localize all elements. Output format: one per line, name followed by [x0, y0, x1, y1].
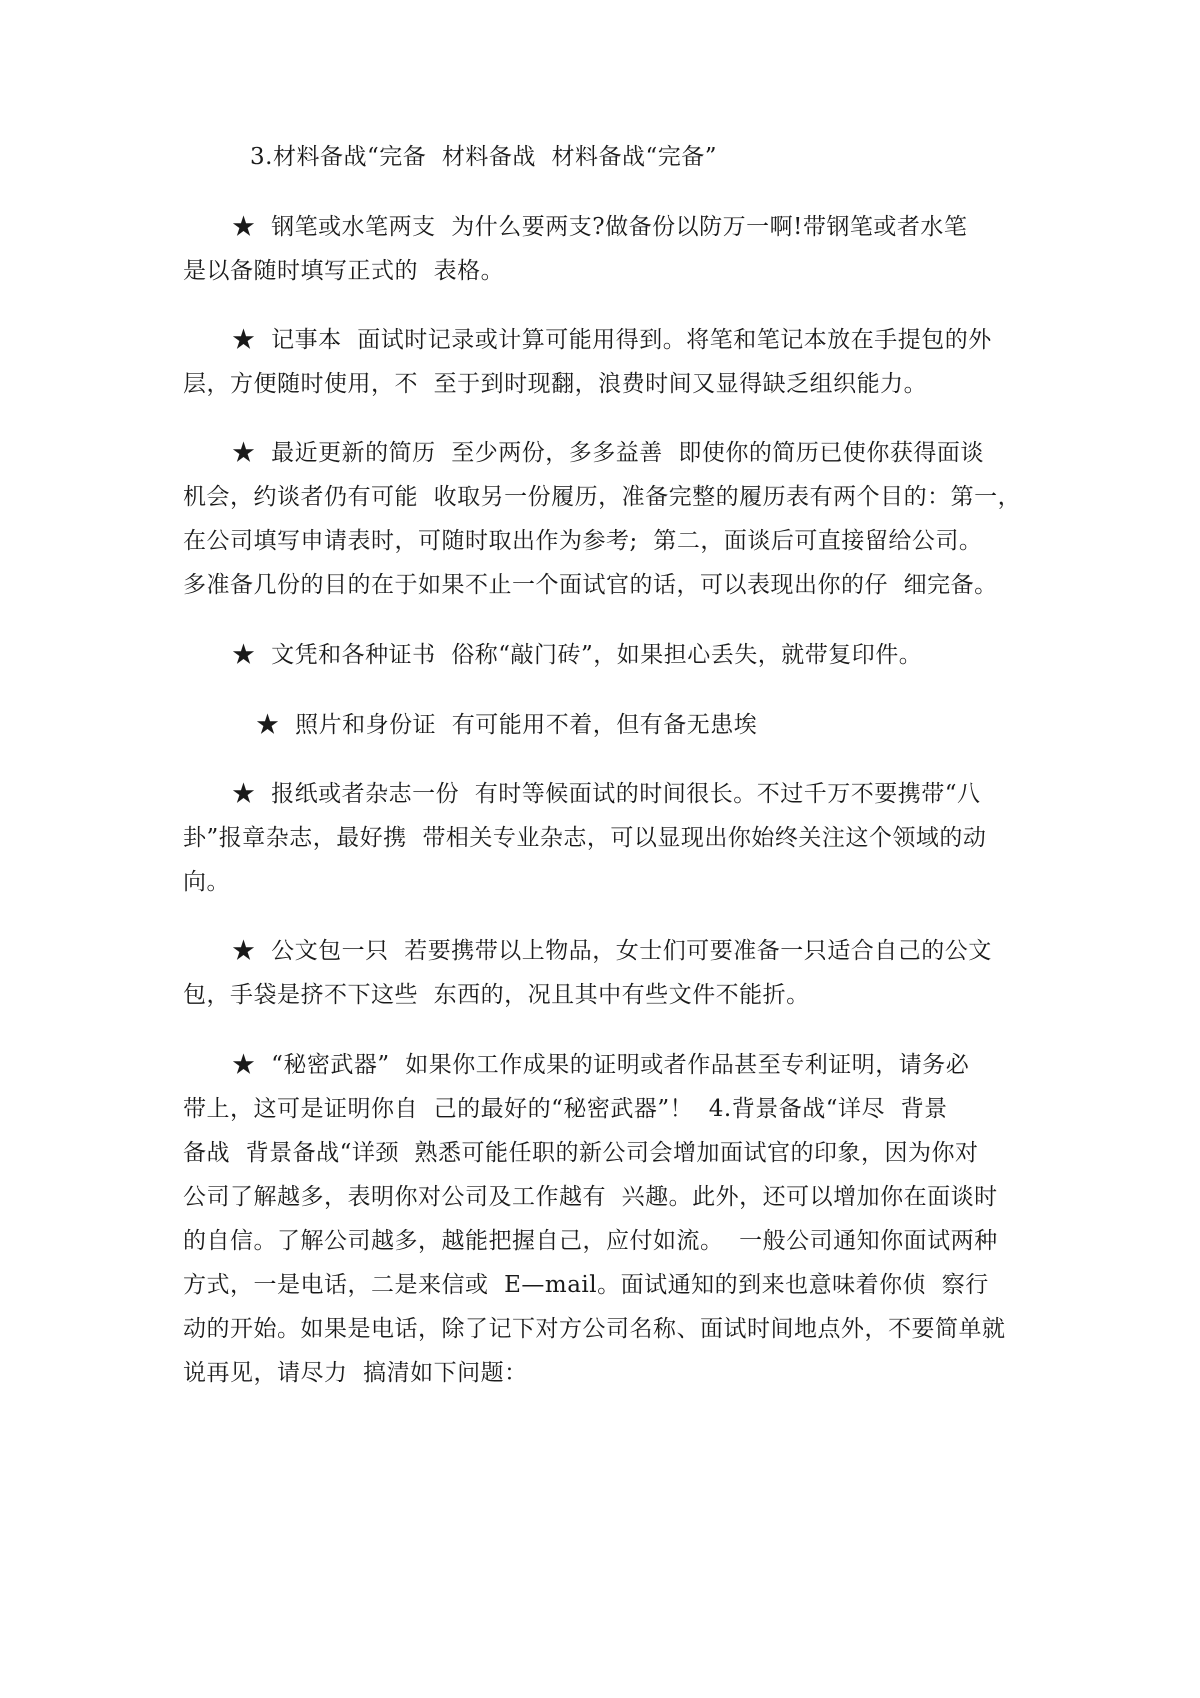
paragraph-line: ★ 文凭和各种证书 俗称“敲门砖”，如果担心丢失，就带复印件。 [232, 642, 923, 668]
paragraph-line: 说再见，请尽力 搞清如下问题： [183, 1360, 528, 1386]
paragraph-line: 公司了解越多，表明你对公司及工作越有 兴趣。此外，还可以增加你在面谈时 [183, 1184, 998, 1210]
paragraph-line: 方式，一是电话，二是来信或 E—mail。面试通知的到来也意味着你侦 察行 [183, 1272, 989, 1298]
paragraph-line: ★ 记事本 面试时记录或计算可能用得到。将笔和笔记本放在手提包的外 [232, 327, 992, 353]
paragraph-line: ★ 照片和身份证 有可能用不着，但有备无患埃 [256, 712, 758, 738]
paragraph-line: 卦”报章杂志，最好携 带相关专业杂志，可以显现出你始终关注这个领域的动 [183, 825, 987, 851]
paragraph-line: 备战 背景备战“详颈 熟悉可能任职的新公司会增加面试官的印象，因为你对 [183, 1140, 979, 1166]
paragraph-line: 层，方便随时使用，不 至于到时现翻，浪费时间又显得缺乏组织能力。 [183, 371, 928, 397]
paragraph-line: 机会，约谈者仍有可能 收取另一份履历，准备完整的履历表有两个目的：第一， [183, 484, 1022, 510]
paragraph-line: 是以备随时填写正式的 表格。 [183, 258, 505, 284]
paragraph-line: 多准备几份的目的在于如果不止一个面试官的话，可以表现出你的仔 细完备。 [183, 572, 998, 598]
paragraph-line: 在公司填写申请表时，可随时取出作为参考; 第二，面谈后可直接留给公司。 [183, 528, 983, 554]
paragraph-line: ★ 最近更新的简历 至少两份，多多益善 即使你的简历已使你获得面谈 [232, 440, 984, 466]
section-heading: 3.材料备战“完备 材料备战 材料备战“完备” [250, 144, 717, 170]
paragraph-line: 动的开始。如果是电话，除了记下对方公司名称、面试时间地点外，不要简单就 [183, 1316, 1006, 1342]
paragraph-line: ★ 报纸或者杂志一份 有时等候面试的时间很长。不过千万不要携带“八 [232, 781, 981, 807]
paragraph-line: ★ 公文包一只 若要携带以上物品，女士们可要准备一只适合自己的公文 [232, 938, 992, 964]
paragraph-line: ★ “秘密武器” 如果你工作成果的证明或者作品甚至专利证明，请务必 [232, 1052, 970, 1078]
paragraph-line: 带上，这可是证明你自 己的最好的“秘密武器”！ 4.背景备战“详尽 背景 [183, 1096, 948, 1122]
paragraph-line: 包，手袋是挤不下这些 东西的，况且其中有些文件不能折。 [183, 982, 810, 1008]
paragraph-line: 的自信。了解公司越多，越能把握自己，应付如流。 一般公司通知你面试两种 [183, 1228, 998, 1254]
paragraph-line: ★ 钢笔或水笔两支 为什么要两支?做备份以防万一啊!带钢笔或者水笔 [232, 214, 968, 240]
paragraph-line: 向。 [183, 869, 230, 895]
